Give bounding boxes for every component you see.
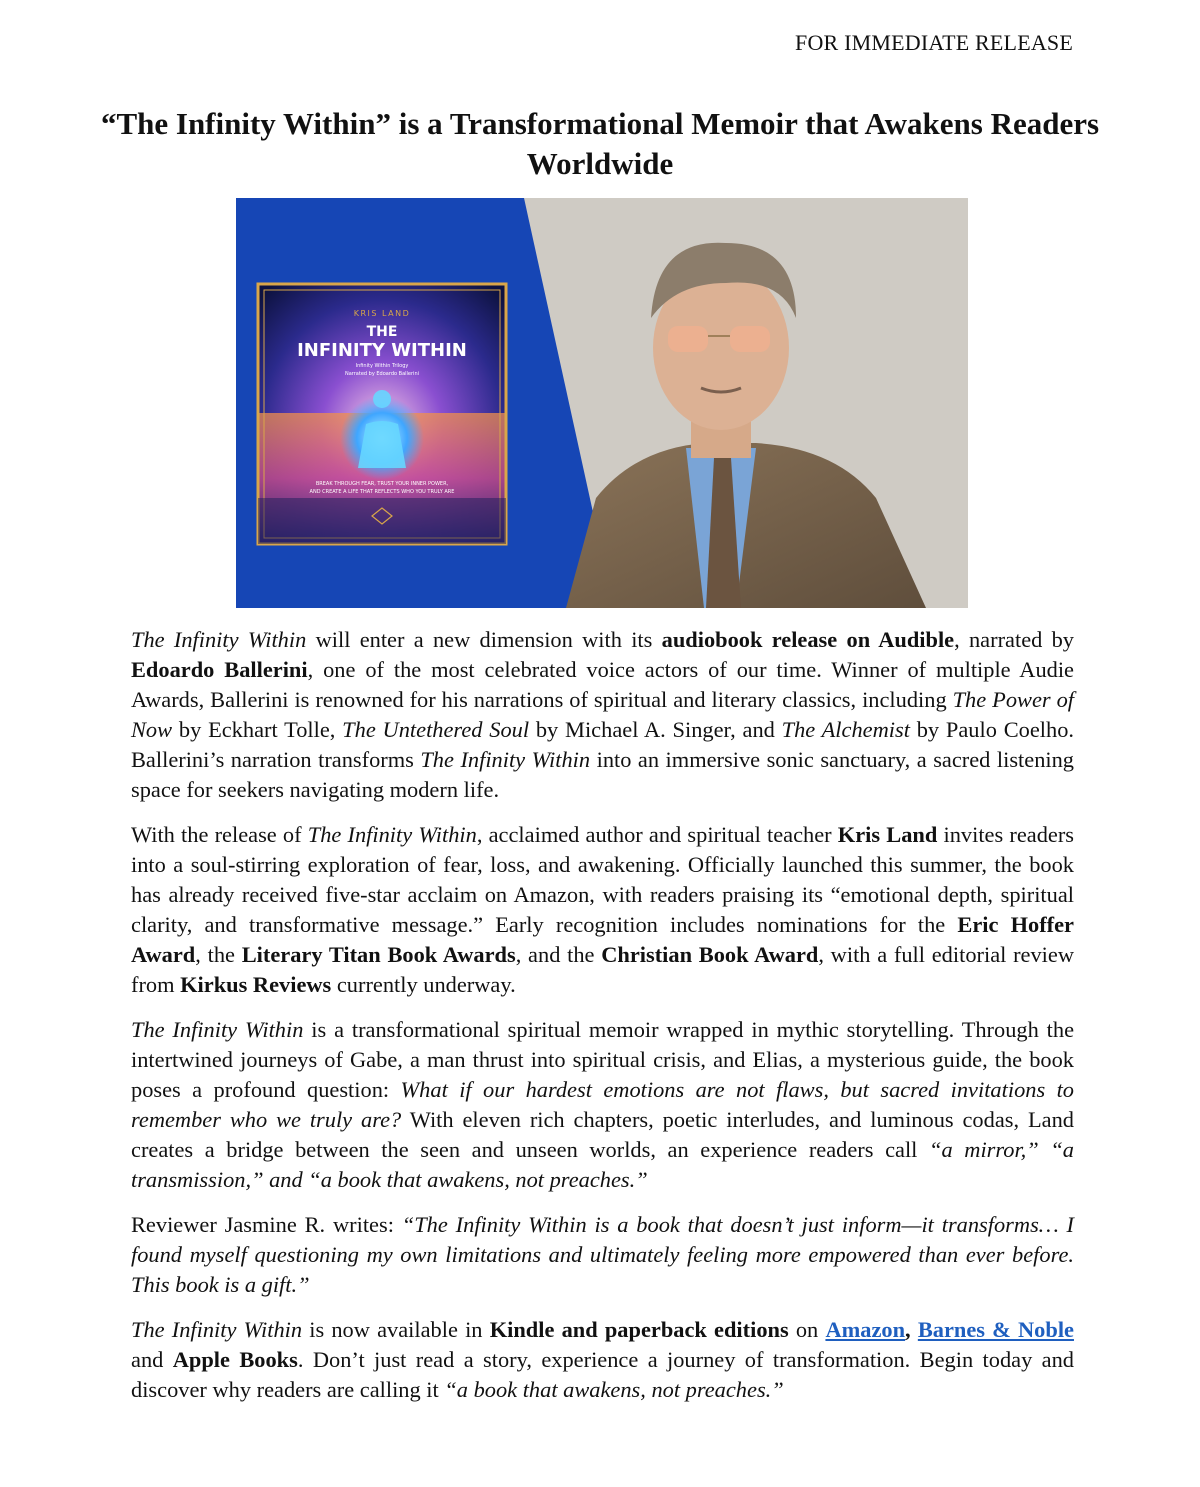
cover-author: KRIS LAND — [353, 309, 411, 318]
paragraph-availability: The Infinity Within is now available in Kindle and paperback editions on Amazon, Barnes & Noble and Apple Books. Don’t just read a story, experience a journey of transformation. Begin today and discover why readers are calling it “a book that awakens, not preaches.” — [131, 1317, 1074, 1402]
cover-narrator: Narrated by Edoardo Ballerini — [344, 371, 420, 377]
book-title: The Infinity Within — [131, 627, 307, 652]
cover-title-line1: THE — [366, 324, 398, 340]
paragraph-release: With the release of The Infinity Within, acclaimed author and spiritual teacher Kris Land invites readers into a soul-stirring exploration of fear, loss, and awakening. Officially launched this summer, the book has already received five-star acclaim on Amazon, with readers praising its “emotional depth, spiritual clarity, and transformative message.” Early recognition includes nominations for the Eric Hoffer Award, the Literary Titan Book Awards, and the Christian Book Award, with a full editorial review from Kirkus Reviews currently underway. — [131, 822, 1075, 997]
cover-tagline-2: AND CREATE A LIFE THAT REFLECTS WHO YOU TRULY ARE — [309, 489, 455, 495]
article-body — [131, 625, 1074, 1420]
paragraph-summary: The Infinity Within is a transformational spiritual memoir wrapped in mythic storytelling. Through the intertwined journeys of Gabe, a man thrust into spiritual crisis, and Elias, a mysterious guide, the book poses a profound question: What if our hardest emotions are not flaws, but sacred invitations to remember who we truly are? With eleven rich chapters, poetic interludes, and luminous codas, Land creates a bridge between the seen and unseen worlds, an experience readers call “a mirror,” “a transmission,” and “a book that awakens, not preaches.” — [131, 1017, 1075, 1192]
amazon-link[interactable]: Amazon — [825, 1317, 906, 1342]
book-cover — [258, 284, 506, 544]
barnes-noble-link[interactable]: Barnes & Noble — [917, 1317, 1074, 1342]
page-title: “The Infinity Within” is a Transformational Memoir that Awakens Readers Worldwide — [100, 106, 1100, 181]
release-label: FOR IMMEDIATE RELEASE — [795, 30, 1073, 55]
cover-title-line2: INFINITY WITHIN — [297, 340, 467, 361]
paragraph-audiobook: The Infinity Within will enter a new dimension with its audiobook release on Audible, narrated by Edoardo Ballerini, one of the most celebrated voice actors of our time. Winner of multiple Audie Awards, Ballerini is renowned for his narrations of spiritual and literary classics, including The Power of Now by Eckhart Tolle, The Untethered Soul by Michael A. Singer, and The Alchemist by Paulo Coelho. Ballerini’s narration transforms The Infinity Within into an immersive sonic sanctuary, a sacred listening space for seekers navigating modern life. — [131, 627, 1075, 802]
cover-tagline-1: BREAK THROUGH FEAR, TRUST YOUR INNER POWER, — [315, 481, 449, 487]
hero-image — [236, 198, 968, 608]
cover-subtitle: Infinity Within Trilogy — [355, 363, 409, 369]
paragraph-review: Reviewer Jasmine R. writes: “The Infinity Within is a book that doesn’t just inform—it transforms… I found myself questioning my own limitations and ultimately feeling more empowered than ever before. This book is a gift.” — [131, 1212, 1074, 1297]
